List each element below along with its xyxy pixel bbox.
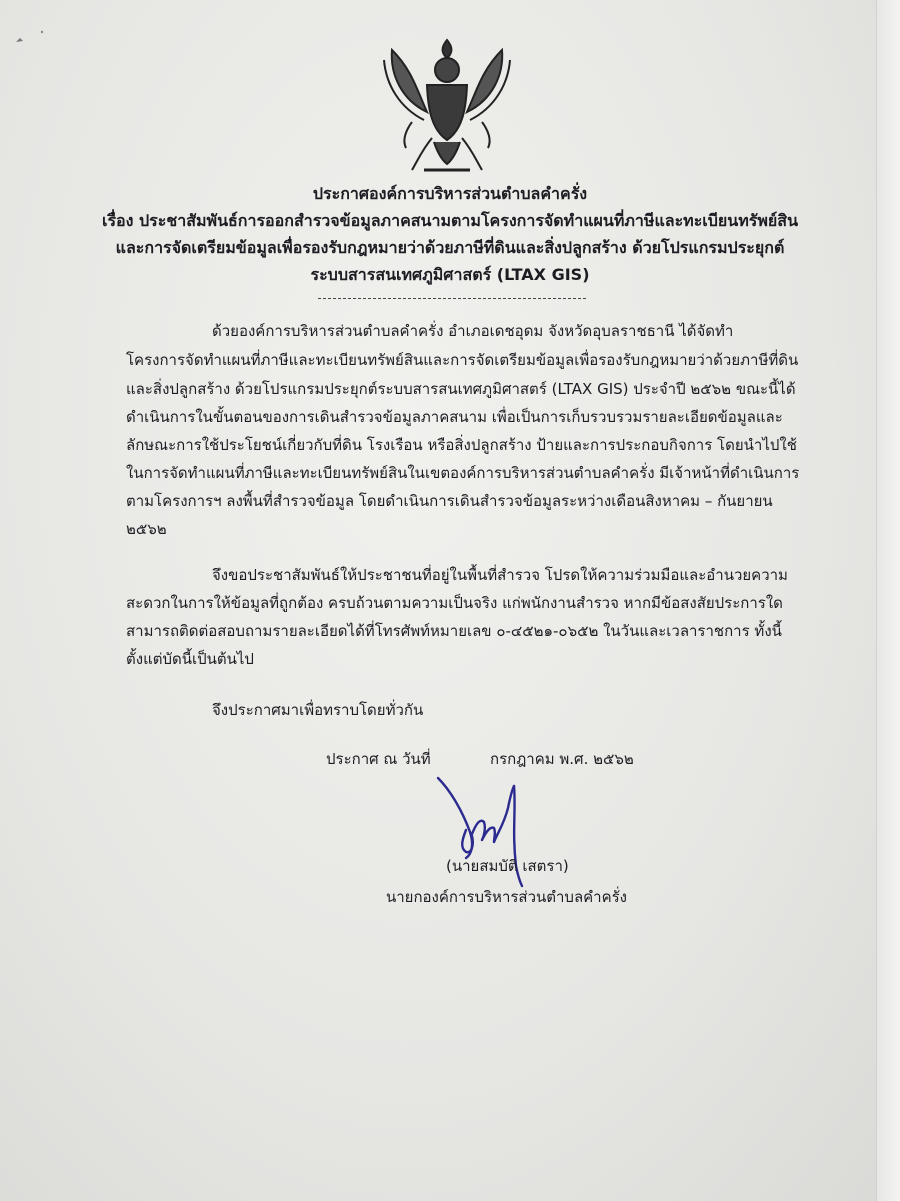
- paragraph-2-line: สะดวกในการให้ข้อมูลที่ถูกต้อง ครบถ้วนตามความเป็นจริง แก่พนักงานสำรวจ หากมีข้อสงสัยประการใด: [126, 594, 783, 612]
- paragraph-1-line: ในการจัดทำแผนที่ภาษีและทะเบียนทรัพย์สินในเขตองค์การบริหารส่วนตำบลคำครั่ง มีเจ้าหน้าที่ดำเนินการ: [126, 464, 800, 482]
- subject-line-3: ระบบสารสนเทศภูมิศาสตร์ (LTAX GIS): [310, 265, 590, 284]
- subject-line-1: เรื่อง ประชาสัมพันธ์การออกสำรวจข้อมูลภาคสนามตามโครงการจัดทำแผนที่ภาษีและทะเบียนทรัพย์สิน: [101, 211, 799, 230]
- paragraph-1-line: ๒๕๖๒: [126, 520, 167, 538]
- paragraph-1-line: และสิ่งปลูกสร้าง ด้วยโปรแกรมประยุกต์ระบบสารสนเทศภูมิศาสตร์ (LTAX GIS) ประจำปี ๒๕๖๒ ขณะนี้ได้: [126, 380, 796, 398]
- announced-at-label: ประกาศ ณ วันที่: [326, 750, 431, 768]
- title-divider: [318, 298, 586, 299]
- paragraph-2-line: ตั้งแต่บัดนี้เป็นต้นไป: [126, 650, 254, 668]
- paragraph-1-line: โครงการจัดทำแผนที่ภาษีและทะเบียนทรัพย์สินและการจัดเตรียมข้อมูลเพื่อรองรับกฎหมายว่าด้วยภาษีที่ดิน: [126, 351, 799, 369]
- paragraph-2-line: สามารถติดต่อสอบถามรายละเอียดได้ที่โทรศัพท์หมายเลข ๐-๔๕๒๑-๐๖๕๒ ในวันและเวลาราชการ ทั้งนี้: [126, 622, 782, 640]
- garuda-emblem-icon: [372, 30, 522, 180]
- subject-line-2: และการจัดเตรียมข้อมูลเพื่อรองรับกฎหมายว่าด้วยภาษีที่ดินและสิ่งปลูกสร้าง ด้วยโปรแกรมประยุกต์: [115, 238, 785, 257]
- paragraph-1-line: ด้วยองค์การบริหารส่วนตำบลคำครั่ง อำเภอเดชอุดม จังหวัดอุบลราชธานี ได้จัดทำ: [212, 322, 734, 340]
- paragraph-1-line: ตามโครงการฯ ลงพื้นที่สำรวจข้อมูล โดยดำเนินการเดินสำรวจข้อมูลระหว่างเดือนสิงหาคม – กันยายน: [126, 492, 773, 510]
- announcement-date: กรกฎาคม พ.ศ. ๒๕๖๒: [490, 750, 634, 768]
- signer-position: นายกองค์การบริหารส่วนตำบลคำครั่ง: [386, 888, 628, 906]
- signer-name: (นายสมบัติ เสตรา): [446, 857, 569, 875]
- paragraph-1-line: ลักษณะการใช้ประโยชน์เกี่ยวกับที่ดิน โรงเรือน หรือสิ่งปลูกสร้าง ป้ายและการประกอบกิจการ โดยนำไปใช้: [126, 436, 797, 454]
- paragraph-2-line: จึงขอประชาสัมพันธ์ให้ประชาชนที่อยู่ในพื้นที่สำรวจ โปรดให้ความร่วมมือและอำนวยความ: [212, 566, 788, 584]
- ink-speck: [14, 24, 54, 48]
- paper-edge: [876, 0, 900, 1201]
- closing-statement: จึงประกาศมาเพื่อทราบโดยทั่วกัน: [212, 701, 424, 719]
- paragraph-1-line: ดำเนินการในขั้นตอนของการเดินสำรวจข้อมูลภาคสนาม เพื่อเป็นการเก็บรวบรวมรายละเอียดข้อมูลและ: [126, 408, 783, 426]
- announcement-heading: ประกาศองค์การบริหารส่วนตำบลคำครั่ง: [312, 184, 588, 203]
